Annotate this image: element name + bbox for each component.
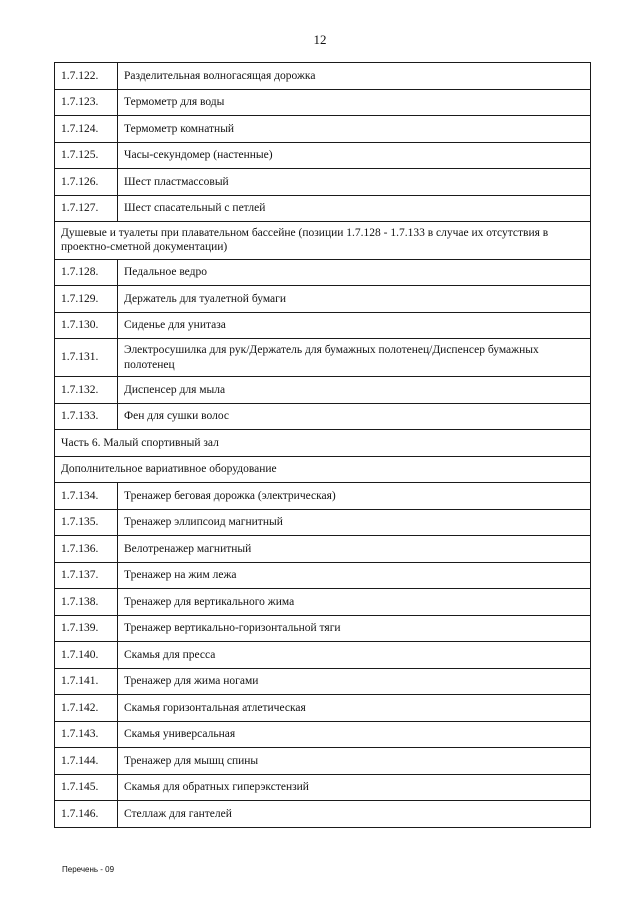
section-header-text: Дополнительное вариативное оборудование: [55, 456, 591, 483]
item-name: Скамья универсальная: [118, 721, 591, 748]
item-name: Фен для сушки волос: [118, 403, 591, 430]
section-header-row: [55, 430, 591, 457]
table-row: [55, 509, 591, 536]
page-number: 12: [313, 32, 327, 47]
item-name: Тренажер эллипсоид магнитный: [118, 509, 591, 536]
item-name: Диспенсер для мыла: [118, 377, 591, 404]
item-number: 1.7.131.: [55, 339, 118, 377]
table-row: [55, 589, 591, 616]
section-header-text: Душевые и туалеты при плавательном бассейне (позиции 1.7.128 - 1.7.133 в случае их отсутствия в проектно-сметной документации): [55, 222, 591, 260]
table-row: [55, 668, 591, 695]
equipment-table-body: [55, 63, 591, 828]
item-number: 1.7.138.: [55, 589, 118, 616]
table-row: [55, 312, 591, 339]
item-name: Тренажер для вертикального жима: [118, 589, 591, 616]
table-row: [55, 377, 591, 404]
footer-label: Перечень - 09: [62, 865, 115, 874]
item-name: Часы-секундомер (настенные): [118, 142, 591, 169]
item-name: Тренажер вертикально-горизонтальной тяги: [118, 615, 591, 642]
item-number: 1.7.144.: [55, 748, 118, 775]
table-row: [55, 642, 591, 669]
item-name: Шест спасательный с петлей: [118, 195, 591, 222]
item-number: 1.7.135.: [55, 509, 118, 536]
item-number: 1.7.143.: [55, 721, 118, 748]
item-number: 1.7.130.: [55, 312, 118, 339]
item-name: Шест пластмассовый: [118, 169, 591, 196]
item-number: 1.7.127.: [55, 195, 118, 222]
item-number: 1.7.140.: [55, 642, 118, 669]
table-row: [55, 695, 591, 722]
table-row: [55, 116, 591, 143]
item-name: Тренажер для мышц спины: [118, 748, 591, 775]
table-row: [55, 536, 591, 563]
item-name: Скамья для пресса: [118, 642, 591, 669]
item-number: 1.7.129.: [55, 286, 118, 313]
item-number: 1.7.134.: [55, 483, 118, 510]
section-header-row: [55, 222, 591, 260]
item-name: Тренажер беговая дорожка (электрическая): [118, 483, 591, 510]
item-number: 1.7.123.: [55, 89, 118, 116]
table-row: [55, 801, 591, 828]
table-row: [55, 169, 591, 196]
table-row: [55, 615, 591, 642]
section-header-row: [55, 456, 591, 483]
item-number: 1.7.141.: [55, 668, 118, 695]
table-row: [55, 483, 591, 510]
equipment-table: [54, 62, 591, 828]
item-number: 1.7.128.: [55, 259, 118, 286]
item-number: 1.7.136.: [55, 536, 118, 563]
item-number: 1.7.145.: [55, 774, 118, 801]
table-row: [55, 259, 591, 286]
table-row: [55, 142, 591, 169]
table-row: [55, 339, 591, 377]
item-name: Скамья для обратных гиперэкстензий: [118, 774, 591, 801]
section-header-text: Часть 6. Малый спортивный зал: [55, 430, 591, 457]
table-row: [55, 774, 591, 801]
item-name: Термометр для воды: [118, 89, 591, 116]
item-number: 1.7.142.: [55, 695, 118, 722]
item-name: Сиденье для унитаза: [118, 312, 591, 339]
table-row: [55, 748, 591, 775]
item-name: Разделительная волногасящая дорожка: [118, 63, 591, 90]
table-row: [55, 721, 591, 748]
item-number: 1.7.124.: [55, 116, 118, 143]
item-name: Стеллаж для гантелей: [118, 801, 591, 828]
item-number: 1.7.126.: [55, 169, 118, 196]
item-number: 1.7.146.: [55, 801, 118, 828]
item-number: 1.7.125.: [55, 142, 118, 169]
table-row: [55, 63, 591, 90]
item-number: 1.7.139.: [55, 615, 118, 642]
item-name: Тренажер на жим лежа: [118, 562, 591, 589]
item-name: Электросушилка для рук/Держатель для бумажных полотенец/Диспенсер бумажных полотенец: [118, 339, 591, 377]
item-number: 1.7.122.: [55, 63, 118, 90]
table-row: [55, 562, 591, 589]
item-name: Держатель для туалетной бумаги: [118, 286, 591, 313]
item-name: Педальное ведро: [118, 259, 591, 286]
item-name: Тренажер для жима ногами: [118, 668, 591, 695]
table-row: [55, 403, 591, 430]
item-name: Скамья горизонтальная атлетическая: [118, 695, 591, 722]
item-number: 1.7.137.: [55, 562, 118, 589]
item-name: Термометр комнатный: [118, 116, 591, 143]
item-number: 1.7.133.: [55, 403, 118, 430]
table-row: [55, 286, 591, 313]
table-row: [55, 195, 591, 222]
item-number: 1.7.132.: [55, 377, 118, 404]
table-row: [55, 89, 591, 116]
item-name: Велотренажер магнитный: [118, 536, 591, 563]
